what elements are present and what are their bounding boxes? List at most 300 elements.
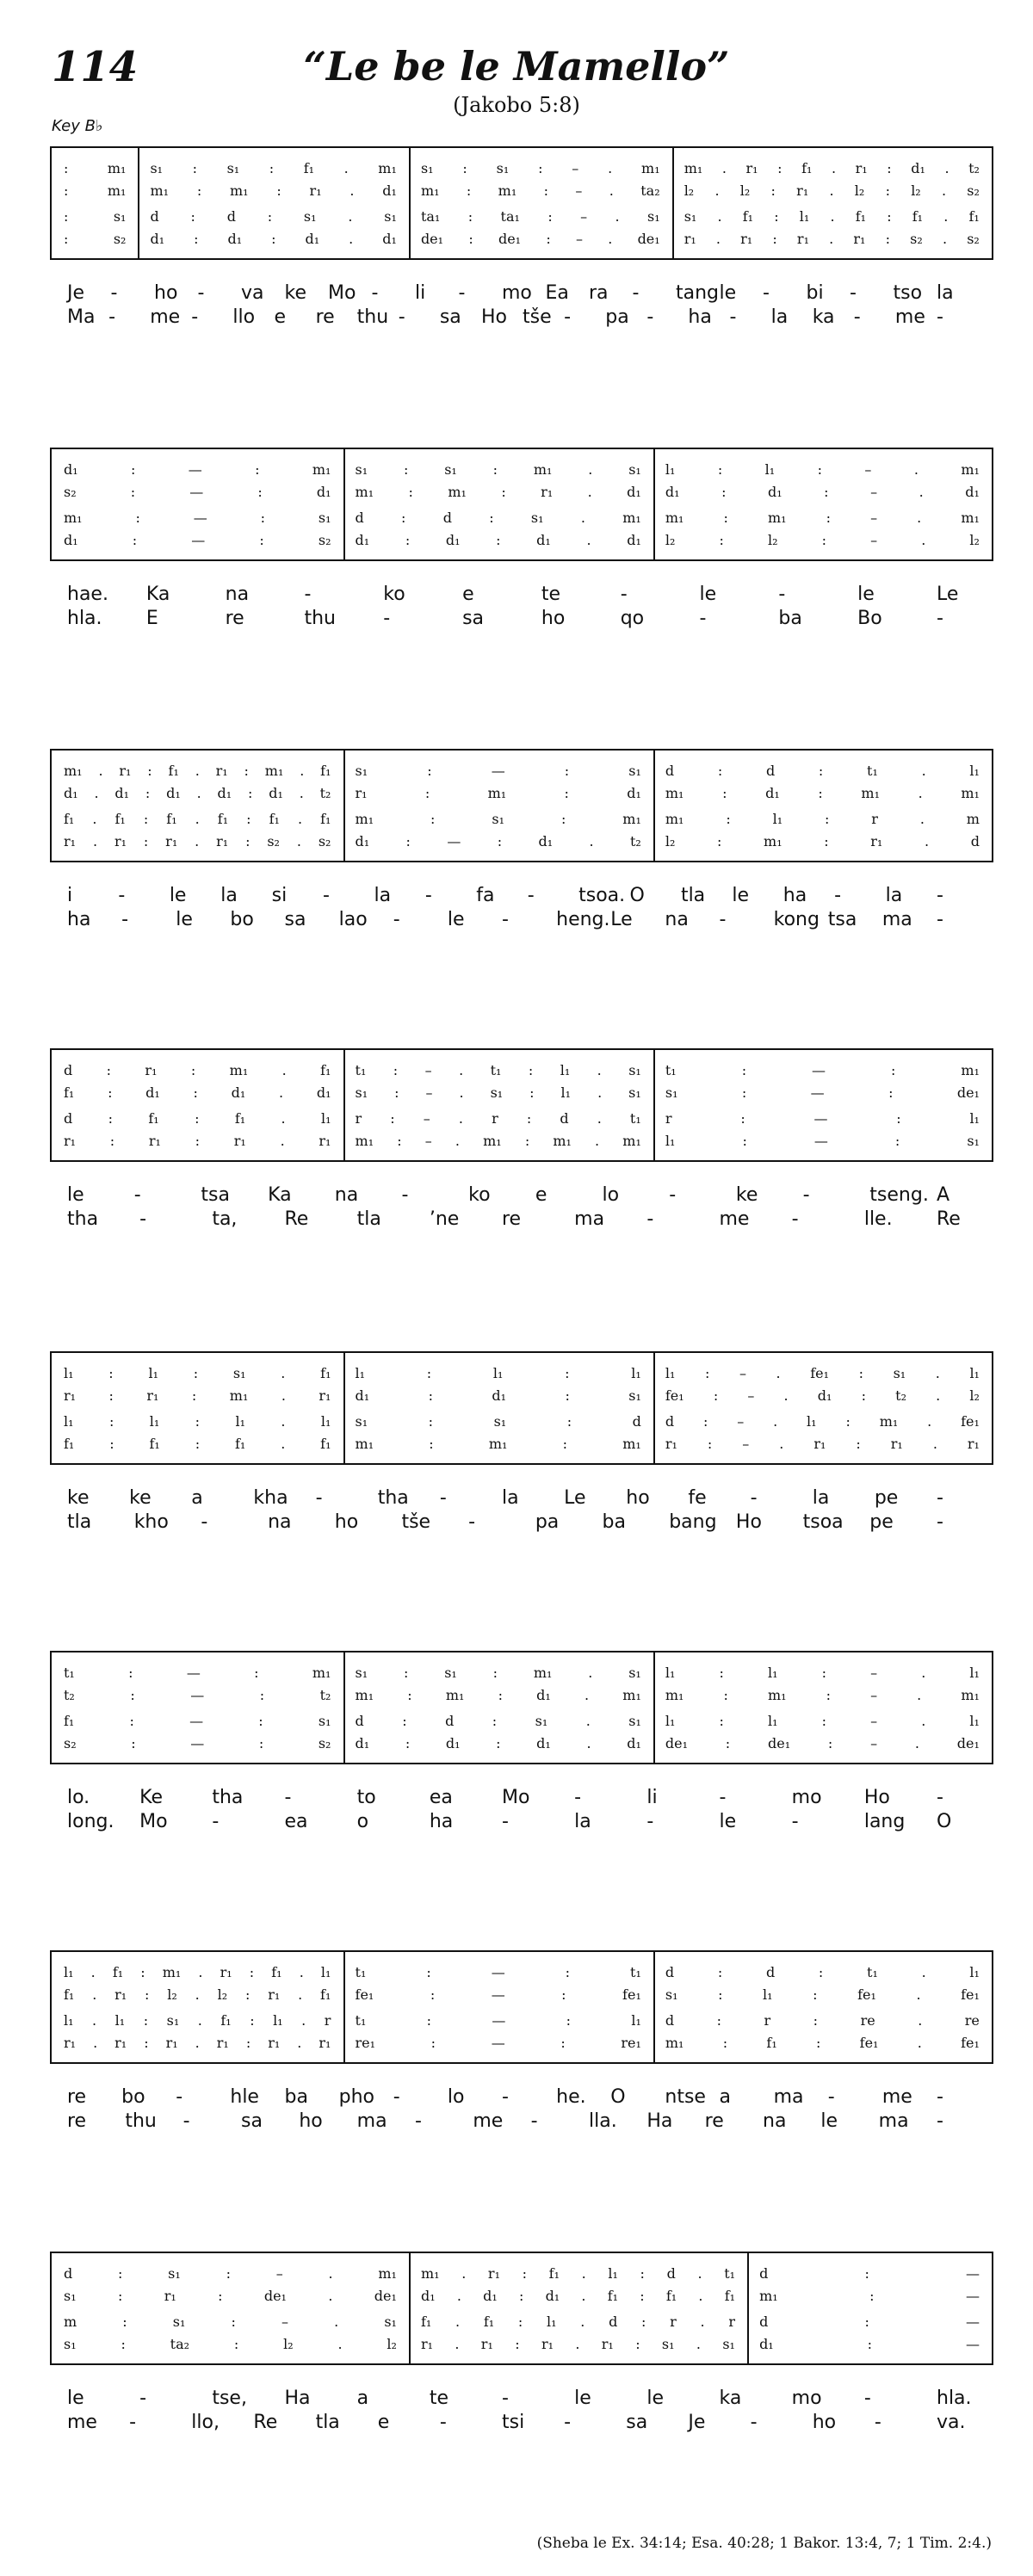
- lyric-syllable: tše: [523, 306, 552, 328]
- lyric-syllable: bo: [121, 2086, 145, 2108]
- measure-notes: r₁ : r₁ : m₁ . r₁: [64, 1387, 331, 1404]
- lyric-syllable: re: [315, 306, 335, 328]
- lyric-syllable: a: [719, 2086, 731, 2108]
- voice-row: [52, 2336, 992, 2355]
- lyric-syllable: Ka: [268, 1184, 292, 1206]
- voice-row: [52, 2035, 992, 2054]
- lyric-syllable: sa: [439, 306, 461, 328]
- measure-notes: m₁ : m₁ : – . m₁: [665, 510, 980, 526]
- lyric-syllable: tha: [67, 1208, 99, 1230]
- lyric-syllable: ho: [626, 1487, 650, 1509]
- lyric-line: [50, 1208, 992, 1232]
- lyric-syllable: tha: [212, 1787, 244, 1808]
- lyric-syllable: -: [863, 2388, 871, 2409]
- measure-notes: t₁ : – . t₁ : l₁ . s₁: [355, 1062, 641, 1078]
- measure-notes: m₁ : m₁ : r₁ . d₁: [150, 182, 397, 199]
- lyric-syllable: tla: [315, 2412, 340, 2433]
- lyric-syllable: va.: [937, 2412, 966, 2433]
- lyric-syllable: la: [220, 885, 238, 906]
- measure-notes: d₁ : d₁ : s₁: [355, 1387, 641, 1404]
- lyric-line: [50, 2086, 992, 2110]
- lyric-syllable: sa: [626, 2412, 648, 2433]
- measure-notes: t₁ : — : l₁: [355, 2012, 641, 2029]
- staff-box: [50, 2252, 993, 2365]
- lyric-syllable: Ma: [67, 306, 96, 328]
- measure-notes: r₁ . r₁ : r₁ . r₁ : s₁ . s₁: [420, 2336, 735, 2352]
- lyric-syllable: hla.: [937, 2388, 972, 2409]
- lyric-syllable: ba: [602, 1511, 626, 1533]
- lyric-syllable: tang: [676, 282, 720, 304]
- measure-notes: l₁ . l₁ : s₁ . f₁ : l₁ . r: [64, 2012, 331, 2029]
- lyric-syllable: tha: [377, 1487, 409, 1509]
- measure-notes: d : r : re . re: [665, 2012, 980, 2029]
- lyric-syllable: ha: [429, 1811, 454, 1832]
- lyric-syllable: pe: [869, 1511, 894, 1533]
- lyric-syllable: thu: [356, 306, 389, 328]
- lyric-syllable: -: [502, 909, 509, 930]
- lyric-syllable: la: [937, 282, 954, 304]
- lyric-syllable: Bo: [857, 608, 882, 629]
- lyric-line: [50, 1511, 992, 1535]
- staff-box: [50, 146, 993, 260]
- lyric-syllable: sa: [284, 909, 306, 930]
- measure-notes: l₁ : l₁ : l₁ . l₁: [64, 1413, 331, 1430]
- lyric-syllable: ’ne: [429, 1208, 460, 1230]
- lyric-syllable: O: [937, 1811, 952, 1832]
- lyric-syllable: to: [356, 1787, 376, 1808]
- measure-notes: f₁ . f₁ : f₁ . f₁ : f₁ . f₁: [64, 811, 331, 827]
- voice-row: [52, 1713, 992, 1732]
- lyric-syllable: -: [937, 608, 943, 629]
- lyric-syllable: Ea: [545, 282, 569, 304]
- voice-row: [52, 182, 992, 201]
- voice-row: [52, 461, 992, 480]
- staff-box: [50, 448, 993, 561]
- lyric-syllable: -: [393, 2086, 400, 2108]
- measure-notes: r₁ . r₁ : r₁ . r₁ : s₂ . s₂: [684, 231, 980, 247]
- lyric-syllable: re: [502, 1208, 522, 1230]
- measure-notes: l₁ : l₁ : s₁ . f₁: [64, 1365, 331, 1381]
- measure-notes: m₁ : m₁ : – . m₁: [665, 1687, 980, 1703]
- voice-row: [52, 2265, 992, 2284]
- lyric-syllable: ha: [782, 885, 807, 906]
- measure-notes: d : d : t₁ . l₁: [665, 1964, 980, 1980]
- lyric-syllable: -: [121, 909, 129, 930]
- measure-notes: m₁ : —: [759, 2288, 980, 2304]
- measure-notes: f₁ : f₁ : f₁ . f₁: [64, 1436, 331, 1452]
- measure-notes: m₁ : – . m₁ : m₁ . m₁: [355, 1133, 641, 1149]
- measure-notes: m₁ : m₁ : – . ta₂: [420, 182, 660, 199]
- lyric-syllable: ka: [812, 306, 835, 328]
- lyric-syllable: ra: [589, 282, 609, 304]
- measure-notes: de₁ : de₁ : – . de₁: [420, 231, 660, 247]
- lyric-syllable: ke: [284, 282, 306, 304]
- measure-notes: d₁ : — : m₁: [64, 461, 331, 478]
- hymn-subtitle: (Jakobo 5:8): [453, 93, 580, 117]
- lyric-line: [50, 1787, 992, 1811]
- lyric-syllable: lo.: [67, 1787, 90, 1808]
- measure-notes: s₁ : s₁ : m₁ . s₁: [355, 461, 641, 478]
- lyric-syllable: me: [719, 1208, 750, 1230]
- lyric-syllable: le: [646, 2388, 664, 2409]
- measure-notes: t₁ : — : m₁: [665, 1062, 980, 1078]
- measure-notes: m₁ : — : s₁: [64, 510, 331, 526]
- lyric-syllable: me: [894, 306, 925, 328]
- measure-notes: r₁ . r₁ : r₁ . r₁ : s₂ . s₂: [64, 833, 331, 849]
- voice-row: [52, 811, 992, 830]
- measure-notes: m₁ : f₁ : fe₁ . fe₁: [665, 2035, 980, 2051]
- lyric-syllable: bi: [806, 282, 824, 304]
- lyric-syllable: -: [729, 306, 737, 328]
- measure-notes: m₁ : m₁ : d₁ . m₁: [355, 1687, 641, 1703]
- lyric-syllable: le: [857, 584, 875, 605]
- lyric-syllable: ko: [383, 584, 405, 605]
- measure-notes: r₁ : m₁ : d₁: [355, 785, 641, 801]
- measure-notes: s₁ : — : de₁: [665, 1084, 980, 1101]
- lyric-syllable: heng.: [556, 909, 610, 930]
- voice-row: [52, 1133, 992, 1152]
- lyric-syllable: kong: [773, 909, 820, 930]
- lyric-syllable: Ha: [646, 2110, 673, 2132]
- lyric-syllable: -: [502, 2388, 509, 2409]
- measure-notes: t₁ : — : t₁: [355, 1964, 641, 1980]
- measure-notes: m₁ . r₁ : f₁ . r₁ : d₁ . t₂: [684, 160, 980, 176]
- lyric-syllable: te: [541, 584, 561, 605]
- measure-notes: f₁ . f₁ : l₁ . d : r . r: [420, 2313, 735, 2330]
- measure-notes: t₁ : — : m₁: [64, 1665, 331, 1681]
- lyric-syllable: ntse: [665, 2086, 706, 2108]
- lyric-syllable: -: [802, 1184, 810, 1206]
- lyric-syllable: ma: [773, 2086, 804, 2108]
- lyric-syllable: kho: [133, 1511, 169, 1533]
- lyric-syllable: llo: [232, 306, 256, 328]
- lyric-syllable: -: [393, 909, 400, 930]
- lyric-syllable: Mo: [328, 282, 356, 304]
- footnote: (Sheba le Ex. 34:14; Esa. 40:28; 1 Bakor. 13:4, 7; 1 Tim. 2:4.): [536, 2535, 992, 2552]
- lyric-syllable: li: [415, 282, 426, 304]
- lyric-syllable: -: [937, 2086, 943, 2108]
- lyric-syllable: Mo: [139, 1811, 168, 1832]
- lyric-syllable: Le: [564, 1487, 586, 1509]
- lyric-line: [50, 1487, 992, 1511]
- lyric-syllable: -: [383, 608, 391, 629]
- lyric-syllable: ba: [284, 2086, 308, 2108]
- lyric-syllable: Ho: [480, 306, 507, 328]
- lyric-syllable: Re: [937, 1208, 961, 1230]
- lyric-syllable: -: [850, 282, 857, 304]
- voice-row: [52, 208, 992, 227]
- measure-notes: d : —: [759, 2313, 980, 2330]
- lyric-syllable: -: [763, 282, 770, 304]
- staff-box: [50, 749, 993, 862]
- lyric-syllable: pho: [338, 2086, 374, 2108]
- lyric-syllable: -: [139, 1208, 147, 1230]
- lyric-syllable: si: [271, 885, 288, 906]
- lyric-syllable: me: [67, 2412, 97, 2433]
- voice-row: [52, 1365, 992, 1384]
- voice-row: [52, 1735, 992, 1754]
- lyric-syllable: le: [574, 2388, 591, 2409]
- lyric-syllable: tla: [356, 1208, 381, 1230]
- lyric-syllable: na: [665, 909, 689, 930]
- lyric-syllable: Le: [610, 909, 633, 930]
- lyric-syllable: sa: [462, 608, 485, 629]
- lyric-syllable: le: [719, 1811, 737, 1832]
- lyric-syllable: bo: [230, 909, 254, 930]
- lyric-syllable: -: [937, 1511, 943, 1533]
- measure-notes: de₁ : de₁ : – . de₁: [665, 1735, 980, 1751]
- measure-notes: d₁ : — : s₂: [64, 532, 331, 548]
- lyric-syllable: ho: [812, 2412, 837, 2433]
- voice-row: [52, 1964, 992, 1983]
- lyric-syllable: -: [564, 2412, 572, 2433]
- lyric-syllable: hle: [230, 2086, 259, 2108]
- measure-notes: d : d : s₁ . m₁: [355, 510, 641, 526]
- lyric-syllable: lo: [447, 2086, 465, 2108]
- measure-notes: l₁ : l₁ : – . m₁: [665, 461, 980, 478]
- lyric-syllable: -: [110, 282, 118, 304]
- lyric-syllable: tsa: [827, 909, 857, 930]
- music-system: [50, 1651, 992, 1849]
- measure-notes: d : —: [759, 2265, 980, 2282]
- measure-notes: s₁ : s₁ : d: [355, 1413, 641, 1430]
- lyric-syllable: thu: [304, 608, 336, 629]
- measure-notes: m₁ : s₁ : m₁: [355, 811, 641, 827]
- music-system: [50, 1950, 992, 2148]
- hymn-number: 114: [52, 43, 139, 91]
- lyric-syllable: a: [191, 1487, 203, 1509]
- measure-notes: s₁ . f₁ : l₁ . f₁ : f₁ . f₁: [684, 208, 980, 225]
- lyric-syllable: na: [334, 1184, 359, 1206]
- lyric-syllable: -: [439, 2412, 447, 2433]
- lyric-syllable: la: [885, 885, 903, 906]
- lyric-syllable: -: [750, 2412, 758, 2433]
- measure-notes: d₁ : —: [759, 2336, 980, 2352]
- staff-box: [50, 1351, 993, 1465]
- lyric-syllable: Ka: [145, 584, 170, 605]
- music-system: [50, 448, 992, 646]
- measure-notes: d₁ : — : d₁ . t₂: [355, 833, 641, 849]
- lyric-syllable: me: [473, 2110, 504, 2132]
- lyric-syllable: -: [778, 584, 786, 605]
- voice-row: [52, 1687, 992, 1706]
- lyric-syllable: -: [853, 306, 861, 328]
- music-system: [50, 2252, 992, 2449]
- staff-box: [50, 1950, 993, 2064]
- lyric-syllable: he.: [556, 2086, 586, 2108]
- measure-notes: d₁ . d₁ : d₁ . d₁ : d₁ . t₂: [64, 785, 331, 801]
- lyric-syllable: -: [834, 885, 842, 906]
- measure-notes: l₁ : l₁ : – . l₁: [665, 1665, 980, 1681]
- lyric-syllable: -: [458, 282, 466, 304]
- measure-notes: l₁ : – . fe₁ : s₁ . l₁: [665, 1365, 980, 1381]
- measure-notes: r₁ : r₁ : r₁ . r₁: [64, 1133, 331, 1149]
- lyric-syllable: -: [118, 885, 126, 906]
- lyric-syllable: pa: [535, 1511, 560, 1533]
- lyric-syllable: -: [212, 1811, 220, 1832]
- measure-notes: s₁ : r₁ : de₁ . de₁: [64, 2288, 397, 2304]
- lyric-syllable: mo: [791, 1787, 822, 1808]
- lyric-syllable: -: [201, 1511, 208, 1533]
- lyric-syllable: thu: [125, 2110, 157, 2132]
- measure-notes: s₂ : — : s₂: [64, 1735, 331, 1751]
- lyric-syllable: -: [750, 1487, 758, 1509]
- lyric-syllable: -: [646, 1208, 654, 1230]
- lyric-syllable: -: [197, 282, 205, 304]
- lyric-syllable: li: [646, 1787, 658, 1808]
- voice-row: [52, 1413, 992, 1432]
- measure-notes: fe₁ : – . d₁ : t₂ . l₂: [665, 1387, 980, 1404]
- lyric-syllable: -: [424, 885, 432, 906]
- lyric-syllable: lo: [602, 1184, 620, 1206]
- voice-row: [52, 532, 992, 551]
- lyric-syllable: llo,: [191, 2412, 220, 2433]
- measure-notes: m : s₁ : – . s₁: [64, 2313, 397, 2330]
- measure-notes: l₂ : l₂ : – . l₂: [665, 532, 980, 548]
- lyric-syllable: ea: [284, 1811, 308, 1832]
- music-system: [50, 146, 992, 344]
- lyric-syllable: tsa: [201, 1184, 230, 1206]
- lyric-syllable: -: [284, 1787, 292, 1808]
- measure-notes: ta₁ : ta₁ : – . s₁: [420, 208, 660, 225]
- lyric-syllable: mo: [791, 2388, 822, 2409]
- voice-row: [52, 160, 992, 179]
- lyric-syllable: sa: [241, 2110, 263, 2132]
- voice-row: [52, 763, 992, 781]
- measure-notes: d : d : s₁ . s₁: [150, 208, 397, 225]
- lyric-syllable: -: [182, 2110, 190, 2132]
- lyric-syllable: -: [133, 1184, 141, 1206]
- lyric-syllable: re: [225, 608, 244, 629]
- lyric-syllable: pe: [874, 1487, 899, 1509]
- measure-notes: d₁ : d₁ : d₁ . d₁: [355, 1735, 641, 1751]
- lyric-syllable: tsoa.: [578, 885, 626, 906]
- lyric-syllable: ha: [67, 909, 91, 930]
- lyric-syllable: -: [304, 584, 312, 605]
- voice-row: [52, 2313, 992, 2332]
- lyric-syllable: -: [699, 608, 707, 629]
- lyric-syllable: -: [176, 2086, 183, 2108]
- lyric-syllable: e: [535, 1184, 547, 1206]
- measure-notes: s₂ : — : d₁: [64, 484, 331, 500]
- lyric-syllable: ma: [574, 1208, 605, 1230]
- lyric-syllable: -: [719, 1787, 727, 1808]
- lyric-syllable: la: [502, 1487, 519, 1509]
- lyric-syllable: -: [937, 306, 943, 328]
- measure-notes: d₁ : d₁ : d₁ . d₁: [355, 532, 641, 548]
- lyric-syllable: le: [447, 909, 465, 930]
- key-signature: Key B♭: [52, 117, 103, 135]
- lyric-syllable: -: [527, 885, 535, 906]
- lyric-syllable: E: [145, 608, 158, 629]
- lyric-syllable: ho: [541, 608, 566, 629]
- measure-notes: s₁ : l₁ : fe₁ . fe₁: [665, 1986, 980, 2003]
- lyric-syllable: -: [937, 1487, 943, 1509]
- measure-notes: m₁ . r₁ : f₁ . r₁ : m₁ . f₁: [64, 763, 331, 779]
- lyric-syllable: le: [176, 909, 193, 930]
- music-system: [50, 1351, 992, 1549]
- lyric-syllable: Ha: [284, 2388, 311, 2409]
- voice-row: [52, 2012, 992, 2031]
- lyric-syllable: re: [67, 2086, 87, 2108]
- lyric-syllable: bang: [669, 1511, 717, 1533]
- lyric-syllable: -: [719, 909, 727, 930]
- measure-notes: s₁ : s₁ : m₁ . s₁: [355, 1665, 641, 1681]
- lyric-syllable: -: [315, 1487, 323, 1509]
- lyric-syllable: -: [574, 1787, 582, 1808]
- lyric-syllable: -: [139, 2388, 147, 2409]
- lyric-syllable: e: [274, 306, 287, 328]
- voice-row: [52, 1436, 992, 1455]
- lyric-line: [50, 282, 992, 306]
- hymn-title: “Le be le Mamello”: [303, 43, 730, 90]
- lyric-syllable: hla.: [67, 608, 102, 629]
- lyric-syllable: -: [632, 282, 640, 304]
- lyric-syllable: me: [150, 306, 181, 328]
- lyric-syllable: va: [241, 282, 264, 304]
- lyric-syllable: ko: [468, 1184, 491, 1206]
- lyric-line: [50, 909, 992, 933]
- lyric-syllable: -: [937, 2110, 943, 2132]
- lyric-syllable: -: [669, 1184, 677, 1206]
- lyric-syllable: na: [763, 2110, 787, 2132]
- voice-row: [52, 510, 992, 528]
- lyric-syllable: -: [401, 1184, 409, 1206]
- lyric-line: [50, 584, 992, 608]
- lyric-syllable: -: [415, 2110, 422, 2132]
- lyric-syllable: -: [564, 306, 572, 328]
- lyric-syllable: -: [791, 1811, 799, 1832]
- lyric-syllable: lla.: [589, 2110, 617, 2132]
- measure-notes: s₁ : — : s₁: [355, 763, 641, 779]
- lyric-syllable: -: [129, 2412, 137, 2433]
- lyric-syllable: te: [429, 2388, 448, 2409]
- lyric-line: [50, 2388, 992, 2412]
- lyric-syllable: re: [704, 2110, 724, 2132]
- lyric-syllable: ho: [154, 282, 178, 304]
- lyric-syllable: O: [629, 885, 645, 906]
- lyric-syllable: Le: [937, 584, 959, 605]
- lyric-syllable: -: [371, 282, 379, 304]
- measure-notes: r : – . r : d . t₁: [355, 1110, 641, 1127]
- measure-notes: d₁ . d₁ : d₁ . f₁ : f₁ . f₁: [420, 2288, 736, 2304]
- lyric-syllable: la: [812, 1487, 830, 1509]
- voice-row: [52, 2288, 992, 2307]
- lyric-syllable: Re: [284, 1208, 309, 1230]
- lyric-syllable: la: [374, 885, 392, 906]
- measure-notes: d : – . l₁ : m₁ . fe₁: [665, 1413, 980, 1430]
- measure-notes: l₁ . f₁ : m₁ . r₁ : f₁ . l₁: [64, 1964, 331, 1980]
- voice-row: [52, 484, 992, 503]
- lyric-syllable: -: [937, 1787, 943, 1808]
- lyric-syllable: la: [770, 306, 789, 328]
- lyric-syllable: le: [67, 1184, 84, 1206]
- lyric-syllable: -: [646, 306, 654, 328]
- lyric-syllable: fe: [688, 1487, 707, 1509]
- lyric-syllable: hae.: [67, 584, 108, 605]
- lyric-syllable: -: [398, 306, 405, 328]
- measure-notes: s₁ : ta₂ : l₂ . l₂: [64, 2336, 397, 2352]
- lyric-syllable: le: [699, 584, 717, 605]
- lyric-line: [50, 2412, 992, 2436]
- measure-notes: : s₂: [64, 231, 127, 247]
- lyric-syllable: tše: [401, 1511, 431, 1533]
- lyric-syllable: ho: [299, 2110, 323, 2132]
- voice-row: [52, 1665, 992, 1683]
- lyric-line: [50, 1184, 992, 1208]
- lyric-syllable: ma: [878, 2110, 909, 2132]
- lyric-syllable: -: [937, 885, 943, 906]
